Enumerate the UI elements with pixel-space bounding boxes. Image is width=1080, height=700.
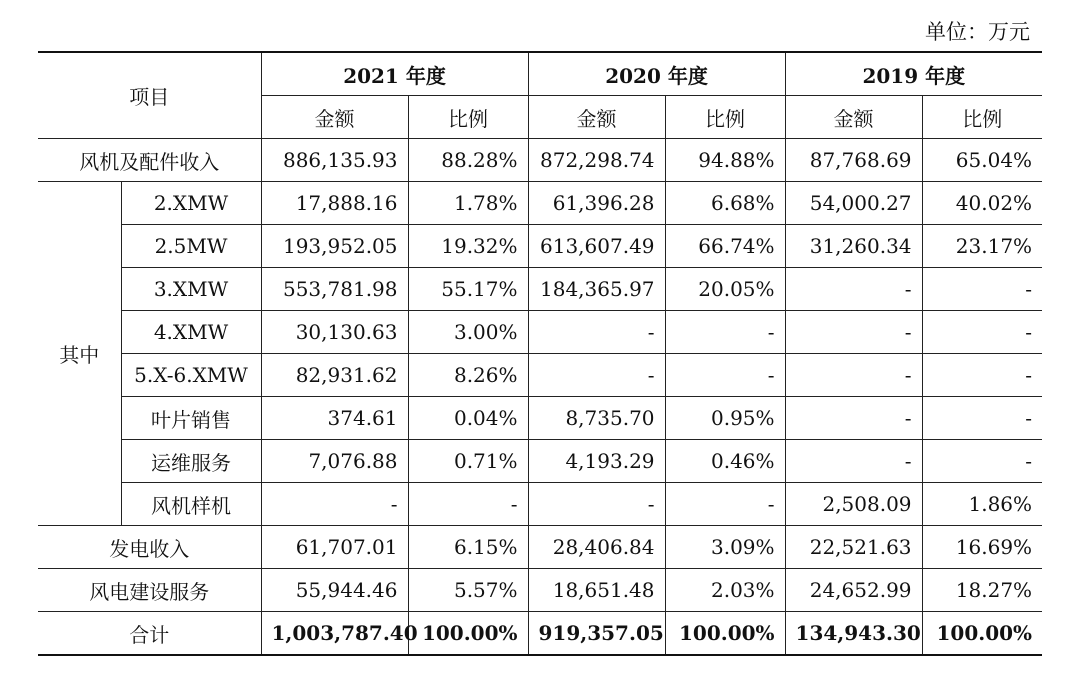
cell: -: [528, 354, 665, 397]
cell: 613,607.49: [528, 225, 665, 268]
cell: 872,298.74: [528, 139, 665, 182]
cell: 193,952.05: [261, 225, 408, 268]
cell: 65.04%: [922, 139, 1042, 182]
header-row-years: [38, 52, 1042, 96]
cell: 55,944.46: [261, 569, 408, 612]
cell: -: [785, 440, 922, 483]
cell: 24,652.99: [785, 569, 922, 612]
cell: 4,193.29: [528, 440, 665, 483]
row-label: 发电收入: [38, 526, 261, 569]
table-row: [38, 354, 1042, 397]
cell: 61,707.01: [261, 526, 408, 569]
cell: 3.09%: [665, 526, 785, 569]
cell: 100.00%: [665, 612, 785, 656]
cell: 17,888.16: [261, 182, 408, 225]
cell: -: [922, 440, 1042, 483]
ratio-header: 比例: [665, 96, 785, 139]
cell: 8,735.70: [528, 397, 665, 440]
table-row: [38, 225, 1042, 268]
cell: -: [785, 354, 922, 397]
cell: -: [922, 354, 1042, 397]
ratio-header: 比例: [922, 96, 1042, 139]
total-row: [38, 612, 1042, 656]
cell: 8.26%: [408, 354, 528, 397]
cell: 87,768.69: [785, 139, 922, 182]
cell: -: [785, 268, 922, 311]
cell: 886,135.93: [261, 139, 408, 182]
cell: -: [922, 268, 1042, 311]
cell: 94.88%: [665, 139, 785, 182]
cell: 31,260.34: [785, 225, 922, 268]
year-header-2021: 2021 年度: [261, 52, 528, 96]
cell: -: [408, 483, 528, 526]
cell: 374.61: [261, 397, 408, 440]
cell: 55.17%: [408, 268, 528, 311]
cell: -: [261, 483, 408, 526]
row-label: 风机及配件收入: [38, 139, 261, 182]
unit-label: 单位：万元: [925, 20, 1030, 44]
cell: -: [665, 311, 785, 354]
cell: 0.46%: [665, 440, 785, 483]
cell: 61,396.28: [528, 182, 665, 225]
amount-header: 金额: [261, 96, 408, 139]
table-row: [38, 483, 1042, 526]
cell: 22,521.63: [785, 526, 922, 569]
cell: 40.02%: [922, 182, 1042, 225]
cell: 23.17%: [922, 225, 1042, 268]
cell: 18.27%: [922, 569, 1042, 612]
cell: 1.86%: [922, 483, 1042, 526]
row-label: 2.XMW: [121, 182, 261, 225]
cell: -: [528, 311, 665, 354]
cell: 16.69%: [922, 526, 1042, 569]
cell: 2,508.09: [785, 483, 922, 526]
table-row: [38, 182, 1042, 225]
cell: 553,781.98: [261, 268, 408, 311]
table-row: [38, 526, 1042, 569]
ratio-header: 比例: [408, 96, 528, 139]
cell: 19.32%: [408, 225, 528, 268]
item-header: 项目: [38, 52, 261, 139]
cell: 184,365.97: [528, 268, 665, 311]
cell: 28,406.84: [528, 526, 665, 569]
row-label: 运维服务: [121, 440, 261, 483]
row-label: 合计: [38, 612, 261, 656]
amount-header: 金额: [785, 96, 922, 139]
cell: 6.15%: [408, 526, 528, 569]
cell: 919,357.05: [528, 612, 665, 656]
cell: 6.68%: [665, 182, 785, 225]
cell: 66.74%: [665, 225, 785, 268]
cell: -: [785, 397, 922, 440]
cell: -: [528, 483, 665, 526]
cell: 54,000.27: [785, 182, 922, 225]
row-label: 3.XMW: [121, 268, 261, 311]
cell: -: [665, 483, 785, 526]
cell: 2.03%: [665, 569, 785, 612]
table-row: [38, 569, 1042, 612]
table-row: [38, 311, 1042, 354]
cell: 5.57%: [408, 569, 528, 612]
row-label: 风机样机: [121, 483, 261, 526]
cell: 0.95%: [665, 397, 785, 440]
cell: 100.00%: [922, 612, 1042, 656]
cell: 82,931.62: [261, 354, 408, 397]
cell: 20.05%: [665, 268, 785, 311]
cell: -: [785, 311, 922, 354]
cell: -: [922, 397, 1042, 440]
row-label: 5.X-6.XMW: [121, 354, 261, 397]
cell: 3.00%: [408, 311, 528, 354]
year-header-2019: 2019 年度: [785, 52, 1042, 96]
cell: 30,130.63: [261, 311, 408, 354]
cell: -: [922, 311, 1042, 354]
row-label: 2.5MW: [121, 225, 261, 268]
amount-header: 金额: [528, 96, 665, 139]
row-label: 叶片销售: [121, 397, 261, 440]
year-header-2020: 2020 年度: [528, 52, 785, 96]
cell: 7,076.88: [261, 440, 408, 483]
table-row: [38, 397, 1042, 440]
cell: 18,651.48: [528, 569, 665, 612]
cell: -: [665, 354, 785, 397]
cell: 0.71%: [408, 440, 528, 483]
table-row: [38, 268, 1042, 311]
cell: 1.78%: [408, 182, 528, 225]
cell: 134,943.30: [785, 612, 922, 656]
row-label: 风电建设服务: [38, 569, 261, 612]
cell: 100.00%: [408, 612, 528, 656]
cell: 1,003,787.40: [261, 612, 408, 656]
table-row: [38, 440, 1042, 483]
row-label: 4.XMW: [121, 311, 261, 354]
cell: 88.28%: [408, 139, 528, 182]
table-row: [38, 139, 1042, 182]
group-label: 其中: [38, 182, 121, 526]
cell: 0.04%: [408, 397, 528, 440]
revenue-table: [38, 51, 1042, 656]
